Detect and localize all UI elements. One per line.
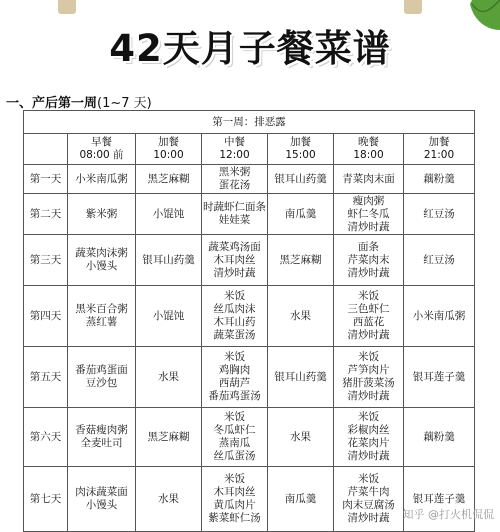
- meal-cell: [202, 286, 268, 347]
- dish: 彩椒肉丝: [347, 424, 390, 436]
- meal-cell: [68, 165, 136, 194]
- meal-cell: [68, 467, 136, 532]
- dish: 银耳山药羹: [142, 253, 195, 266]
- header-cell: [202, 134, 268, 165]
- dish: 西葫芦: [218, 377, 251, 389]
- dish: 银耳莲子羹: [412, 370, 466, 383]
- meal-cell: [136, 286, 202, 347]
- dish: 木耳山药: [213, 316, 256, 328]
- header-meal: 加餐: [428, 136, 450, 148]
- dish: 面条: [358, 240, 379, 253]
- table-row: [24, 286, 475, 347]
- meal-cell: [202, 347, 268, 408]
- meal-cell: [334, 467, 404, 532]
- dish: 蔬菜鸡汤面: [208, 240, 261, 253]
- header-cell: [68, 134, 136, 165]
- day-label: 第三天: [24, 235, 68, 286]
- dish: 清炒时蔬: [347, 220, 390, 233]
- dish: 芹菜牛肉: [347, 486, 390, 498]
- page-title: 42天月子餐菜谱: [109, 27, 391, 70]
- dish: 三色虾仁: [347, 303, 390, 315]
- meal-cell: [68, 194, 136, 235]
- dish: 小馒头: [85, 499, 118, 511]
- dish: 米饭: [224, 290, 245, 302]
- meal-cell: [268, 467, 334, 532]
- dish: 小馄饨: [152, 207, 185, 220]
- watermark: 知乎 @打火机侃侃: [402, 508, 494, 521]
- table-row: [24, 235, 475, 286]
- header-time: 15:00: [285, 149, 316, 161]
- dish: 黑米百合粥: [75, 303, 128, 315]
- dish: 肉沫蔬菜面: [75, 486, 128, 498]
- week-title: 第一周：排恶露: [24, 111, 475, 134]
- dish: 蔬菜肉沫粥: [75, 247, 128, 259]
- dish: 时蔬虾仁面条: [203, 201, 266, 213]
- dish: 木耳肉丝: [213, 253, 256, 266]
- header-meal: 晚餐: [358, 136, 379, 148]
- header-time: 10:00: [153, 149, 184, 161]
- dish: 清炒时蔬: [347, 329, 390, 341]
- meal-cell: [268, 408, 334, 467]
- header-cell: [334, 134, 404, 165]
- dish: 米饭: [224, 473, 245, 485]
- tape-decoration-right: [404, 0, 422, 14]
- meal-cell: [334, 347, 404, 408]
- dish: 清炒时蔬: [347, 266, 390, 279]
- dish: 蛋花汤: [218, 179, 251, 191]
- table-row: [24, 347, 475, 408]
- meal-plan-table: [23, 110, 475, 532]
- dish: 银耳莲子羹: [412, 492, 466, 505]
- section-heading: [6, 92, 152, 111]
- dish: 蒸南瓜: [218, 437, 251, 449]
- dish: 黑芝麻糊: [279, 253, 322, 266]
- meal-cell: [334, 165, 404, 194]
- header-meal: 中餐: [224, 136, 245, 148]
- meal-cell: [334, 286, 404, 347]
- dish: 瘦肉粥: [352, 194, 385, 207]
- header-time: 08:00 前: [79, 149, 124, 161]
- dish: 香菇瘦肉粥: [75, 424, 128, 436]
- meal-cell: [268, 235, 334, 286]
- header-cell: [268, 134, 334, 165]
- dish: 丝瓜蛋汤: [213, 450, 256, 462]
- day-label: 第一天: [24, 165, 68, 194]
- dish: 紫米粥: [85, 207, 118, 220]
- meal-cell: [404, 408, 475, 467]
- meal-cell: [202, 408, 268, 467]
- dish: 小馒头: [85, 260, 118, 272]
- dish: 水果: [158, 492, 179, 505]
- dish: 米饭: [358, 473, 379, 485]
- meal-cell: [136, 235, 202, 286]
- dish: 青菜肉末面: [342, 172, 395, 185]
- meal-cell: [334, 408, 404, 467]
- dish: 藕粉羹: [423, 430, 455, 443]
- dish: 黑米粥: [218, 166, 251, 178]
- meal-cell: [202, 194, 268, 235]
- table-row: [24, 408, 475, 467]
- meal-cell: [268, 165, 334, 194]
- meal-cell: [68, 347, 136, 408]
- dish: 紫菜虾仁汤: [208, 512, 261, 524]
- meal-cell: [404, 235, 475, 286]
- dish: 冬瓜虾仁: [213, 424, 256, 436]
- meal-cell: [268, 347, 334, 408]
- meal-cell: [404, 286, 475, 347]
- dish: 银耳山药羹: [274, 370, 327, 383]
- dish: 清炒时蔬: [213, 266, 256, 279]
- dish: 全麦吐司: [80, 437, 123, 449]
- meal-cell: [136, 165, 202, 194]
- header-cell: [24, 134, 68, 165]
- dish: 水果: [290, 309, 311, 322]
- dish: 米饭: [358, 351, 379, 363]
- section-label: 一、产后第一周: [6, 96, 98, 111]
- dish: 米饭: [358, 411, 379, 423]
- dish: 南瓜羹: [284, 207, 317, 220]
- tape-decoration-left: [58, 0, 76, 14]
- header-cell: [404, 134, 475, 165]
- dish: 番茄鸡蛋汤: [208, 390, 261, 402]
- dish: 鸡胸肉: [218, 364, 251, 376]
- dish: 小米南瓜粥: [412, 309, 466, 322]
- meal-cell: [202, 165, 268, 194]
- table-row: [24, 165, 475, 194]
- day-label: 第二天: [24, 194, 68, 235]
- meal-cell: [202, 235, 268, 286]
- dish: 丝瓜肉沫: [213, 303, 256, 315]
- dish: 南瓜羹: [284, 492, 317, 505]
- dish: 黄瓜肉片: [213, 499, 256, 511]
- meal-cell: [404, 194, 475, 235]
- dish: 蔬菜蛋汤: [213, 329, 256, 341]
- dish: 黑芝麻糊: [147, 172, 190, 185]
- meal-cell: [136, 194, 202, 235]
- dish: 黑芝麻糊: [147, 430, 190, 443]
- meal-cell: [268, 286, 334, 347]
- header-meal: 加餐: [158, 136, 179, 148]
- meal-cell: [136, 408, 202, 467]
- meal-cell: [136, 467, 202, 532]
- dish: 西蓝花: [352, 316, 385, 328]
- dish: 米饭: [224, 351, 245, 363]
- dish: 芹菜肉末: [347, 253, 390, 266]
- dish: 清炒时蔬: [347, 390, 390, 402]
- dish: 木耳肉丝: [213, 486, 256, 498]
- dish: 番茄鸡蛋面: [75, 364, 128, 376]
- section-range: (1~7 天): [97, 96, 152, 111]
- header-time: 21:00: [423, 149, 455, 161]
- meal-cell: [68, 408, 136, 467]
- dish: 芦笋肉片: [347, 364, 390, 376]
- meal-cell: [404, 165, 475, 194]
- meal-cell: [404, 347, 475, 408]
- dish: 藕粉羹: [423, 172, 455, 185]
- dish: 小米南瓜粥: [75, 172, 128, 185]
- dish: 水果: [290, 430, 311, 443]
- meal-cell: [68, 235, 136, 286]
- dish: 清炒时蔬: [347, 512, 390, 524]
- meal-cell: [268, 194, 334, 235]
- meal-cell: [68, 286, 136, 347]
- dish: 水果: [158, 370, 179, 383]
- dish: 米饭: [358, 290, 379, 302]
- dish: 银耳山药羹: [274, 172, 327, 185]
- dish: 米饭: [224, 411, 245, 423]
- header-time: 18:00: [353, 149, 384, 161]
- dish: 豆沙包: [85, 377, 118, 389]
- dish: 小馄饨: [152, 309, 185, 322]
- dish: 红豆汤: [423, 207, 455, 220]
- table-row: [24, 194, 475, 235]
- header-row: [24, 134, 475, 165]
- header-meal: 加餐: [290, 136, 311, 148]
- header-meal: 早餐: [91, 136, 112, 148]
- day-label: 第六天: [24, 408, 68, 467]
- day-label: 第四天: [24, 286, 68, 347]
- meal-cell: [202, 467, 268, 532]
- meal-cell: [334, 235, 404, 286]
- header-cell: [136, 134, 202, 165]
- meal-cell: [334, 194, 404, 235]
- dish: 蒸红薯: [85, 316, 118, 328]
- dish: 猪肝菠菜汤: [342, 377, 395, 389]
- dish: 红豆汤: [423, 253, 455, 266]
- dish: 虾仁冬瓜: [347, 207, 390, 220]
- dish: 娃娃菜: [218, 214, 251, 226]
- day-label: 第七天: [24, 467, 68, 532]
- dish: 清炒时蔬: [347, 450, 390, 462]
- day-label: 第五天: [24, 347, 68, 408]
- dish: 肉末豆腐汤: [342, 499, 395, 511]
- dish: 花菜肉片: [347, 437, 390, 449]
- meal-cell: [136, 347, 202, 408]
- header-time: 12:00: [219, 149, 250, 161]
